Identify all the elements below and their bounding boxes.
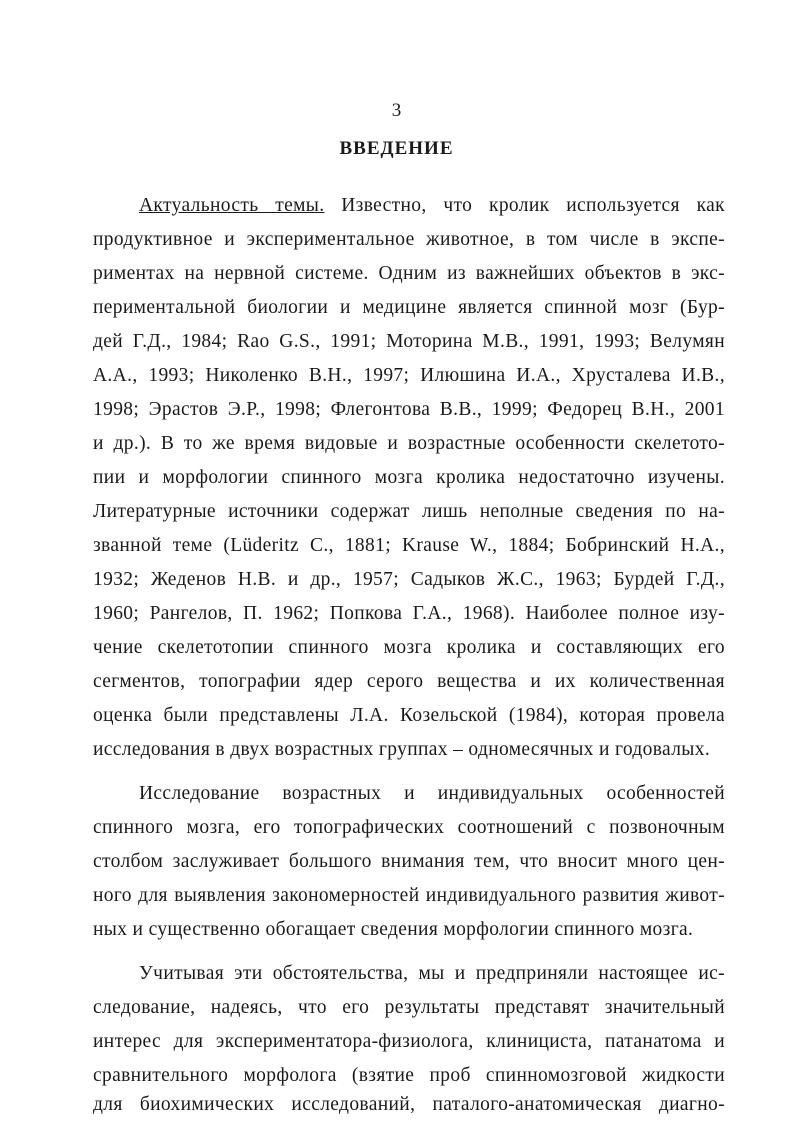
paragraph-line: сравнительного морфолога (взятие проб спинномозговой жидкости — [93, 1065, 725, 1086]
paragraph-line: званной теме (Lüderitz C., 1881; Krause W., 1884; Бобринский Н.А., — [93, 535, 725, 556]
paragraph-line: 1998; Эрастов Э.Р., 1998; Флегонтова В.В., 1999; Федорец В.Н., 2001 — [93, 399, 725, 420]
paragraph-line: исследования в двух возрастных группах – одномесячных и годовалых. — [93, 739, 711, 760]
paragraph-line: Исследование возрастных и индивидуальных особенностей — [139, 783, 725, 804]
section-heading: ВВЕДЕНИЕ — [339, 138, 454, 159]
paragraph-line: риментах на нервной системе. Одним из важнейших объектов в экс- — [93, 263, 725, 284]
paragraph-line: столбом заслуживает большого внимания тем, что вносит много цен- — [93, 851, 725, 872]
paragraph-line: ных и существенно обогащает сведения морфологии спинного мозга. — [93, 919, 694, 940]
paragraph-line: оценка были представлены Л.А. Козельской (1984), которая провела — [93, 705, 725, 726]
paragraph-line: пии и морфологии спинного мозга кролика недостаточно изучены. — [93, 467, 725, 488]
paragraph-line: и др.). В то же время видовые и возрастные особенности скелетото- — [93, 433, 725, 454]
paragraph-line: продуктивное и экспериментальное животное, в том числе в экспе- — [93, 229, 725, 250]
paragraph-line: 1960; Рангелов, П. 1962; Попкова Г.А., 1968). Наиболее полное изу- — [93, 603, 725, 624]
paragraph-line: интерес для экспериментатора-физиолога, клинициста, патанатома и — [93, 1031, 725, 1052]
paragraph-line: спинного мозга, его топографических соотношений с позвоночным — [93, 817, 725, 838]
paragraph-line: Актуальность темы. Известно, что кролик используется как — [139, 195, 725, 216]
paragraph-line: сегментов, топографии ядер серого вещества и их количественная — [93, 671, 725, 692]
paragraph-line: для биохимических исследований, паталого-анатомическая диагно- — [93, 1094, 725, 1115]
paragraph-line: дей Г.Д., 1984; Rao G.S., 1991; Моторина М.В., 1991, 1993; Велумян — [93, 331, 725, 352]
paragraph-line: периментальной биологии и медицине является спинной мозг (Бур- — [93, 297, 725, 318]
paragraph-line: ного для выявления закономерностей индивидуального развития живот- — [93, 885, 725, 906]
paragraph-line: А.А., 1993; Николенко В.Н., 1997; Илюшина И.А., Хрусталева И.В., — [93, 365, 725, 386]
paragraph-line: чение скелетотопии спинного мозга кролика и составляющих его — [93, 637, 725, 658]
paragraph-line: следование, надеясь, что его результаты представят значительный — [93, 997, 725, 1018]
paragraph-line: Литературные источники содержат лишь неполные сведения по на- — [93, 501, 725, 522]
paragraph-line: Учитывая эти обстоятельства, мы и предприняли настоящее ис- — [139, 963, 725, 984]
paragraph-line: 1932; Жеденов Н.В. и др., 1957; Садыков Ж.С., 1963; Бурдей Г.Д., — [93, 569, 725, 590]
relevance-label: Актуальность темы. — [139, 195, 325, 216]
page-number: 3 — [391, 100, 402, 121]
